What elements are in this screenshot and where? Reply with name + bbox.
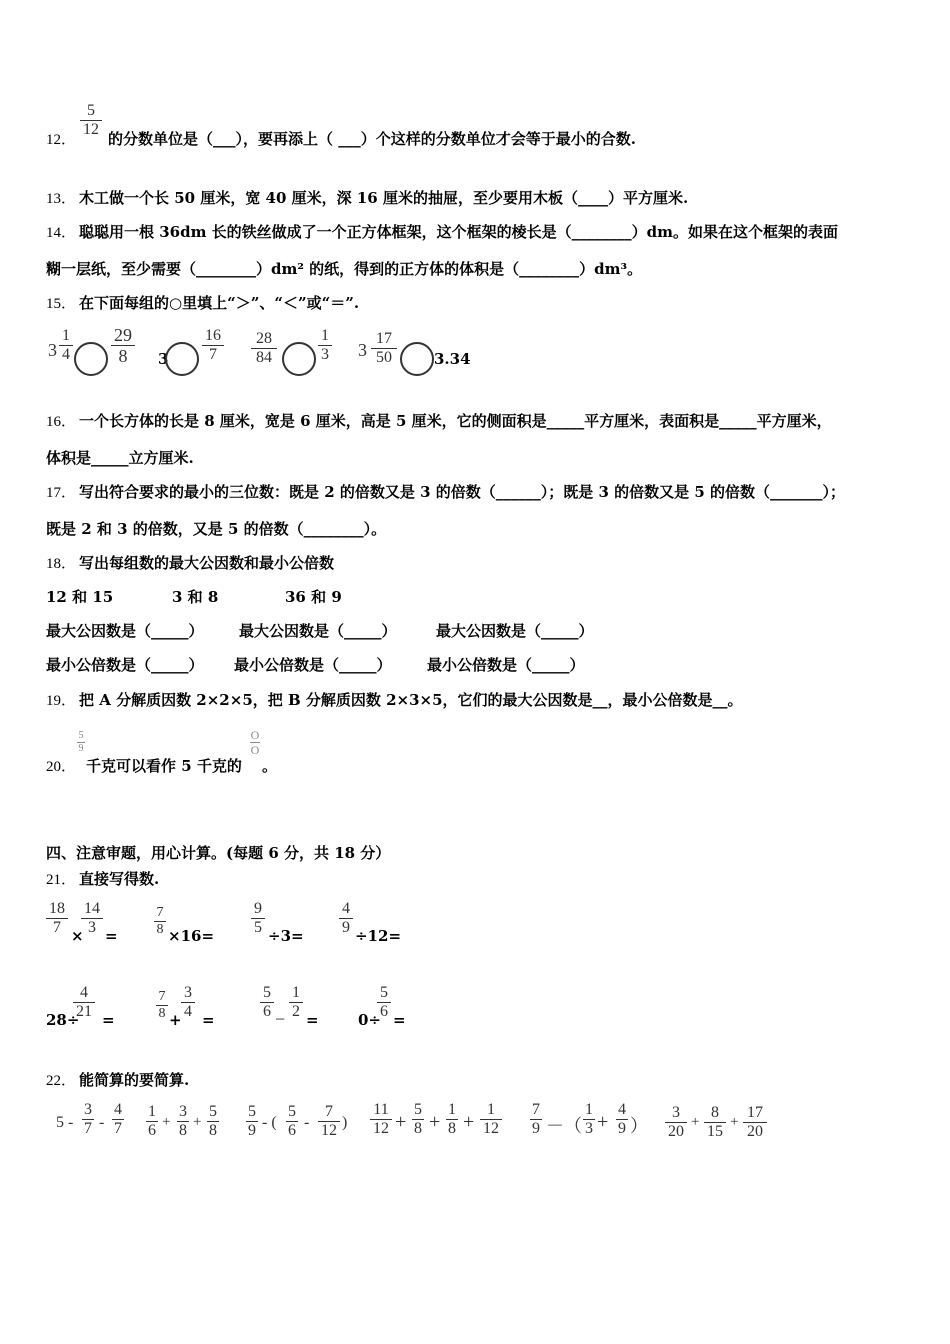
q22-e4-frac-2: 5 8 [414, 1101, 422, 1137]
q22-e5-close: ） [630, 1116, 648, 1136]
q21-r2-e1-frac: 4 21 [73, 985, 95, 1020]
q15-item3-frac: 28 84 [251, 331, 277, 366]
q16-line2: 体积是_____立方厘米. [46, 449, 194, 467]
q18-number: 18． [46, 556, 77, 572]
q18-text: 写出每组数的最大公因数和最小公倍数 [79, 554, 335, 572]
q20-text: 千克可以看作 5 千克的 [86, 757, 242, 775]
q15-item1-right-frac: 29 8 [111, 326, 135, 365]
q18-lcm-3: 最小公倍数是（_____） [427, 656, 585, 674]
q21-r1-e3-tail: ÷3= [268, 927, 304, 945]
q18-lcm-2: 最小公倍数是（_____） [234, 656, 392, 674]
q15-number: 15． [46, 296, 77, 312]
q19-number: 19． [46, 693, 77, 709]
q13-text: 木工做一个长 50 厘米，宽 40 厘米，深 16 厘米的抽屉，至少要用木板（____）平方厘米. [79, 189, 689, 207]
q18-gcd-3: 最大公因数是（_____） [436, 622, 594, 640]
q12-text: 的分数单位是（___），要再添上（ ___）个这样的分数单位才会等于最小的合数. [108, 130, 636, 148]
q15-compare-circle-3[interactable] [282, 342, 316, 376]
q22-e3-frac-2: 5 6 [288, 1103, 296, 1139]
q15-item1-whole: 3 [48, 340, 57, 360]
q22-e2-frac-3: 5 8 [209, 1103, 217, 1139]
q21-r2-e4-frac: 5 6 [377, 985, 391, 1020]
q22-e1-frac-2: 4 7 [114, 1101, 122, 1137]
q21-r2-e2-tail: = [202, 1011, 215, 1029]
q21-r2-e3-frac-a: 5 6 [260, 985, 274, 1020]
q15-text: 在下面每组的○里填上“＞”、“＜”或“＝”. [79, 294, 360, 312]
section-4-title: 四、注意审题，用心计算。(每题 6 分，共 18 分） [46, 844, 391, 862]
q18-group-2: 3 和 8 [172, 588, 219, 606]
q21-r1-e3-frac: 9 5 [251, 901, 265, 936]
q22-e3-frac-3: 7 12 [318, 1104, 340, 1139]
q22-e2-op-2: + [193, 1114, 202, 1130]
q21-r2-e3-op: − [275, 1009, 286, 1029]
q16-line1: 一个长方体的长是 8 厘米，宽是 6 厘米，高是 5 厘米，它的侧面积是_____平方厘米，表面积是_____平方厘米， [79, 412, 832, 430]
q22-e2-frac-1: 1 6 [148, 1103, 156, 1139]
q22-e1-op: - [99, 1114, 105, 1131]
q21-r2-e3-tail: = [306, 1011, 319, 1029]
q17-line1: 写出符合要求的最小的三位数：既是 2 的倍数又是 3 的倍数（______）；既是 3 的倍数又是 5 的倍数（_______）； [79, 483, 846, 501]
q22-e4-op-3: + [463, 1111, 475, 1133]
q22-e3-mid: - ( [262, 1114, 277, 1131]
q15-item1-frac: 1 4 [59, 328, 73, 363]
q15-compare-circle-1[interactable] [74, 342, 108, 376]
q18-gcd-1: 最大公因数是（_____） [46, 622, 204, 640]
q17-line2: 既是 2 和 3 的倍数，又是 5 的倍数（________）。 [46, 520, 387, 538]
q21-text: 直接写得数. [79, 870, 160, 888]
q22-e6-frac-2: 8 15 [704, 1105, 726, 1140]
q22-e4-op-2: + [429, 1111, 441, 1133]
q22-e6-op-1: + [691, 1114, 700, 1130]
q18-lcm-1: 最小公倍数是（_____） [46, 656, 204, 674]
q21-r1-e2-tail: ×16= [168, 927, 215, 945]
q15-compare-circle-4[interactable] [400, 342, 434, 376]
q22-e4-frac-4: 1 12 [480, 1102, 502, 1137]
q15-item4-frac: 17 50 [371, 331, 397, 366]
q21-r2-e2-frac-b: 3 4 [181, 985, 195, 1020]
q18-group-1: 12 和 15 [46, 588, 114, 606]
q21-r1-e1-frac-b: 14 3 [81, 901, 103, 936]
q22-e5-frac-3: 4 9 [618, 1101, 626, 1137]
q15-item3-right-frac: 1 3 [318, 328, 332, 363]
q15-item2-left: 3 [158, 350, 169, 368]
q21-r2-e3-frac-b: 1 2 [289, 985, 303, 1020]
q22-e3-op: - [304, 1114, 310, 1131]
q22-e5-frac-2: 1 3 [585, 1101, 593, 1137]
q12-number: 12． [46, 132, 77, 148]
q21-r1-e1-frac-a: 18 7 [46, 901, 68, 936]
q22-e3-frac-1: 5 9 [248, 1103, 256, 1139]
q21-r1-e1-op: × [71, 927, 84, 945]
q21-r2-e2-op: + [169, 1011, 182, 1029]
q22-number: 22． [46, 1073, 77, 1089]
q16-number: 16． [46, 414, 77, 430]
q22-e3-close: ) [342, 1114, 348, 1131]
q20-number: 20． [46, 759, 77, 775]
q21-r2-e4-tail: = [393, 1011, 406, 1029]
q14-number: 14． [46, 225, 77, 241]
q19-text: 把 A 分解质因数 2×2×5，把 B 分解质因数 2×3×5，它们的最大公因数是__，最小公倍数是__。 [79, 691, 743, 709]
q13-number: 13． [46, 191, 77, 207]
q22-text: 能简算的要简算. [79, 1071, 190, 1089]
q22-e6-op-2: + [730, 1114, 739, 1130]
q21-number: 21． [46, 872, 77, 888]
q20-fraction-2: O O [250, 728, 260, 757]
q15-item4-right: 3.34 [434, 350, 471, 368]
q22-e4-frac-1: 11 12 [370, 1102, 392, 1137]
q22-e2-frac-2: 3 8 [179, 1103, 187, 1139]
q20-end: 。 [262, 757, 278, 775]
q21-r2-e4-head: 0÷ [358, 1011, 382, 1029]
q21-r1-e1-tail: = [105, 927, 118, 945]
q14-line1: 聪聪用一根 36dm 长的铁丝做成了一个正方体框架，这个框架的棱长是（________）dm。如果在这个框架的表面 [79, 223, 839, 241]
q15-item2-right-frac: 16 7 [202, 328, 224, 363]
q22-e4-op-1: + [395, 1111, 407, 1133]
q22-e4-frac-3: 1 8 [448, 1101, 456, 1137]
q21-r1-e4-tail: ÷12= [355, 927, 402, 945]
q20-fraction-1: 5 9 [78, 730, 84, 754]
q15-item4-whole: 3 [358, 340, 367, 360]
q17-number: 17． [46, 485, 77, 501]
q15-compare-circle-2[interactable] [165, 342, 199, 376]
q21-r1-e4-frac: 4 9 [339, 901, 353, 936]
q22-e1-frac-1: 3 7 [84, 1101, 92, 1137]
q22-e6-frac-3: 17 20 [743, 1105, 767, 1140]
q21-r2-e1-tail: = [102, 1011, 115, 1029]
q12-fraction: 5 12 [80, 103, 102, 138]
q18-gcd-2: 最大公因数是（_____） [239, 622, 397, 640]
q21-r2-e2-frac-a: 7 8 [156, 990, 168, 1021]
q14-line2: 糊一层纸，至少需要（________）dm² 的纸，得到的正方体的体积是（________）dm³。 [46, 260, 643, 278]
q21-r1-e2-frac: 7 8 [154, 906, 166, 937]
q21-r2-e1-head: 28÷ [46, 1011, 80, 1029]
q22-e5-frac-1: 7 9 [532, 1101, 540, 1137]
q22-e6-frac-1: 3 20 [665, 1105, 687, 1140]
q22-e5-op: + [597, 1111, 609, 1133]
q22-e1-head: 5 - [56, 1114, 74, 1131]
q18-group-3: 36 和 9 [285, 588, 342, 606]
q22-e2-op-1: + [162, 1114, 171, 1130]
q22-e5-mid: －（ [546, 1116, 582, 1136]
